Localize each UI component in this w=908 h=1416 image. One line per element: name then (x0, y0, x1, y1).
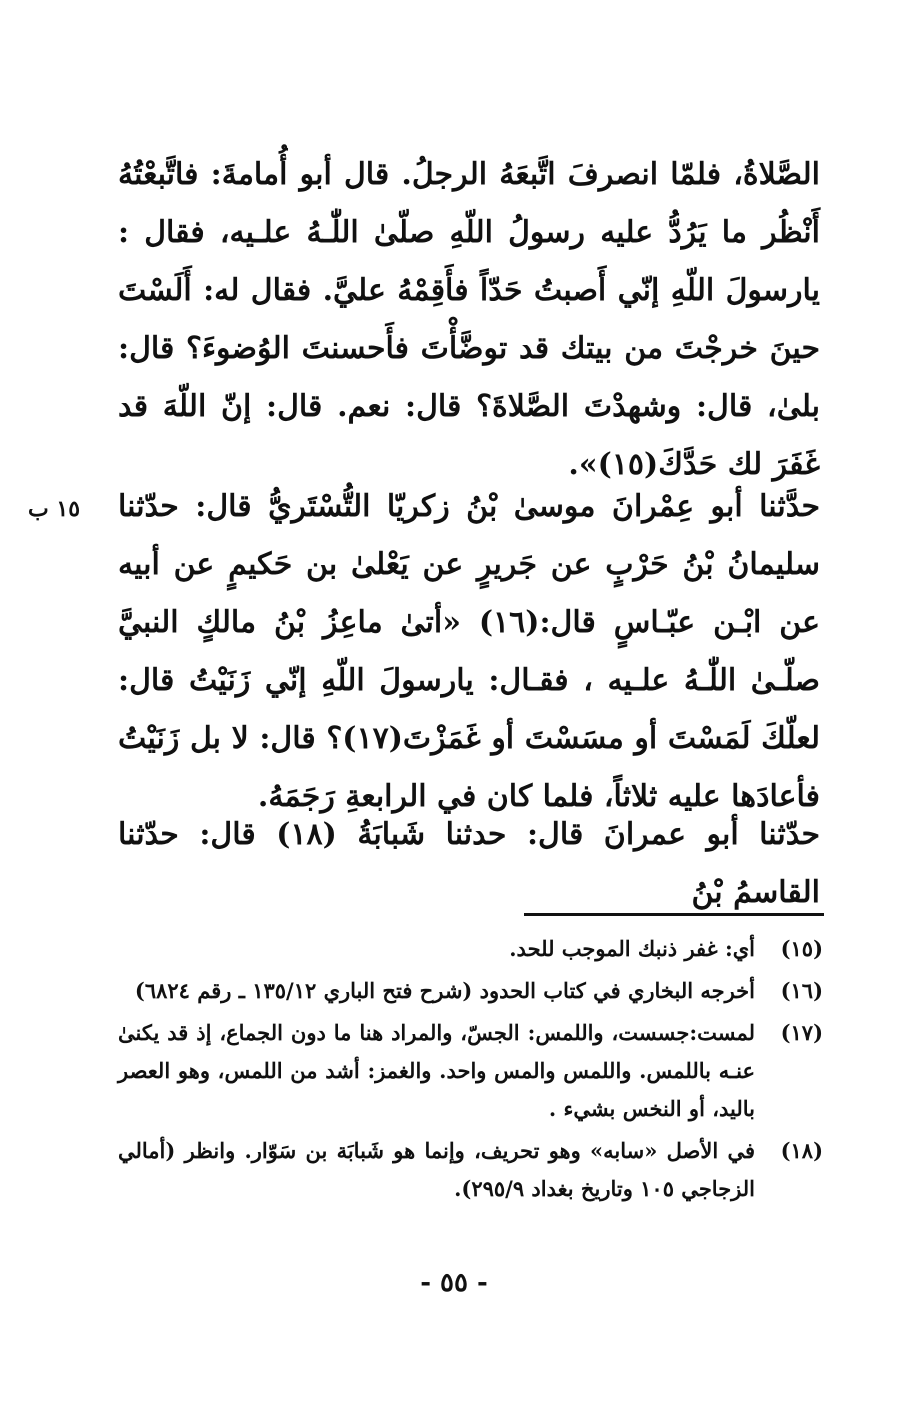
footnote-text: أي: غفر ذنبك الموجب للحد. (509, 936, 755, 961)
footnote-item (118, 930, 823, 968)
footnotes-list (118, 930, 823, 1212)
footnote-divider (524, 913, 824, 916)
footnote-item (118, 1132, 823, 1208)
footnote-number: (١٦) (780, 978, 823, 1003)
footnote-item (118, 972, 823, 1010)
page-number: - ٥٥ - (420, 1268, 488, 1298)
body-paragraph: حدّثنا أبو عمرانَ قال: حدثنا شَبابَةُ (١٨) قال: حدّثنا القاسمُ بْنُ (118, 817, 820, 910)
body-paragraph: الصَّلاةُ، فلمّا انصرفَ اتَّبعَهُ الرجلُ. قال أبو أُمامةَ: فاتَّبعْتُهُ أَنْظُر ما يَرُدُّ عليه رسولُ اللّهِ صلّىٰ اللّٰـهُ علـيه، فقال : يارسولَ اللّهِ إنّي أَصبتُ حَدّاً فأَقِمْهُ عليَّ. فقال له: أَلَسْتَ حينَ خرجْتَ من بيتك قد توضَّأْتَ فأَحسنتَ الوُضوءَ؟ قال: بلىٰ، قال: وشهدْتَ الصَّلاةَ؟ قال: نعم. قال: إنّ اللّهَ قد غَفَرَ لك حَدَّكَ(١٥)». (118, 157, 820, 482)
footnote-text: أخرجه البخاري في كتاب الحدود (شرح فتح الباري ١٣٥/١٢ ـ رقم ٦٨٢٤) (134, 978, 755, 1003)
footnote-number: (١٨) (780, 1138, 823, 1163)
body-paragraph: حدَّثنا أبو عِمْرانَ موسىٰ بْنُ زكريّا التُّسْتَريُّ قال: حدّثنا سليمانُ بْنُ حَرْبٍ عن جَريرٍ عن يَعْلىٰ بن حَكيمٍ عن أبيه عن ابْـن عبّـاسٍ قال:(١٦) «أتىٰ ماعِزُ بْنُ مالكٍ النبيَّ صلّـىٰ اللّٰـهُ علـيه ، فقـال: يارسولَ اللّهِ إنّي زَنَيْتُ قال: لعلّكَ لَمَسْتَ أو مسَسْتَ أو غَمَزْتَ(١٧)؟ قال: لا بل زَنَيْتُ فأعادَها عليه ثلاثاً، فلما كان في الرابعةِ رَجَمَهُ. (118, 489, 820, 814)
footnote-number: (١٥) (780, 936, 823, 961)
footnote-text: لمست:جسست، واللمس: الجسّ، والمراد هنا ما دون الجماع، إذ قد يكنىٰ عنـه باللمس. واللمس والمس واحد. والغمز: أشد من اللمس، وهو العصر باليد، أو النخس بشيء . (118, 1020, 755, 1121)
footnote-item (118, 1014, 823, 1128)
footnote-number: (١٧) (780, 1020, 823, 1045)
footnote-text: في الأصل «سابه» وهو تحريف، وإنما هو شَبابَة بن سَوّار. وانظر (أمالي الزجاجي ١٠٥ وتاريخ بغداد ٢٩٥/٩). (118, 1138, 755, 1201)
margin-folio-note: ١٥ ب (28, 496, 81, 522)
